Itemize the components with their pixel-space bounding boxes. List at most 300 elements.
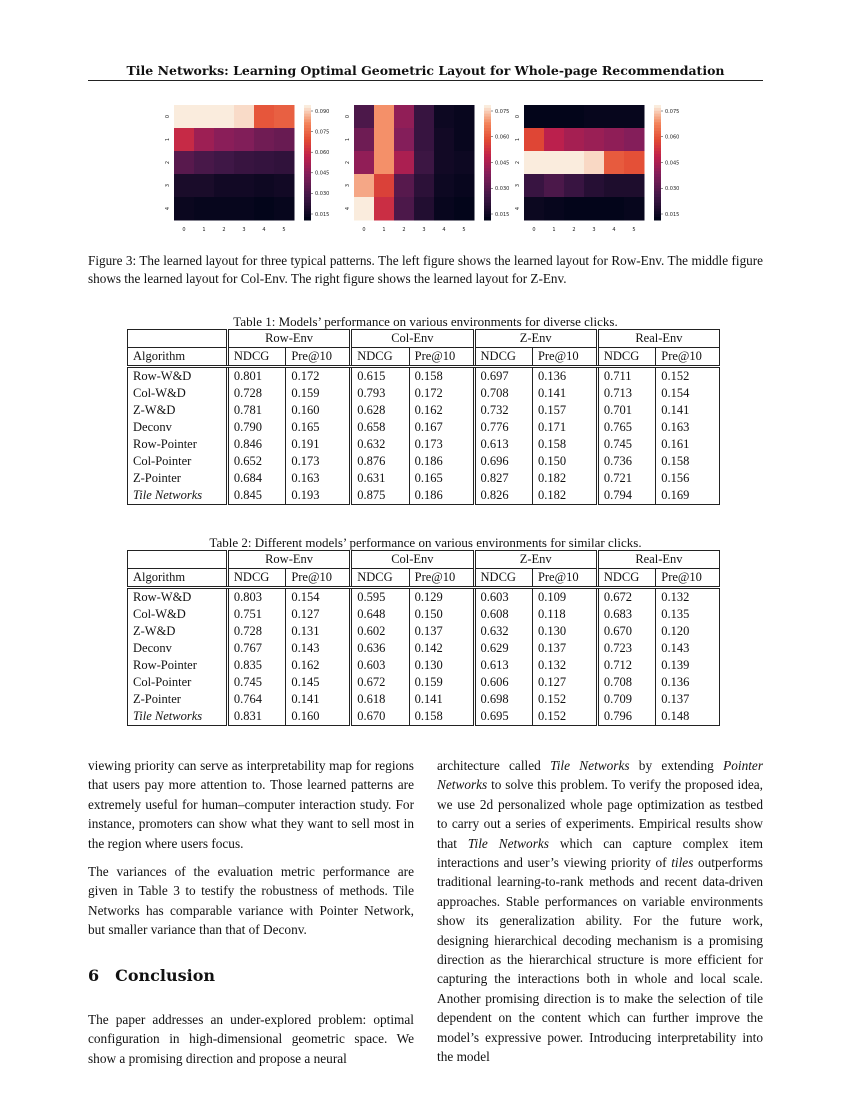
x-tick-label: 0: [182, 227, 186, 233]
colorbar-segment: [484, 177, 491, 180]
value-cell: 0.875: [351, 487, 409, 505]
value-cell: 0.697: [474, 367, 532, 386]
y-tick-label: 2: [345, 160, 351, 165]
colorbar-segment: [484, 122, 491, 125]
colorbar-segment: [654, 200, 661, 203]
colorbar-segment: [484, 203, 491, 206]
heatmap-cell: [214, 174, 235, 198]
value-cell: 0.130: [532, 623, 597, 640]
colorbar-segment: [304, 177, 311, 180]
heatmap-cell: [174, 174, 195, 198]
colorbar-segment: [484, 154, 491, 157]
heatmap-cell: [394, 174, 415, 198]
colorbar-segment: [654, 217, 661, 220]
heatmap-cell: [434, 174, 455, 198]
colorbar-segment: [654, 140, 661, 143]
heatmap-cell: [234, 174, 255, 198]
colorbar-segment: [304, 148, 311, 151]
colorbar-segment: [654, 165, 661, 168]
colorbar-segment: [654, 137, 661, 140]
value-cell: 0.118: [532, 606, 597, 623]
colorbar-segment: [484, 108, 491, 111]
colorbar-segment: [654, 105, 661, 108]
colorbar-segment: [654, 180, 661, 183]
value-cell: 0.613: [474, 436, 532, 453]
value-cell: 0.136: [532, 367, 597, 386]
value-cell: 0.696: [474, 453, 532, 470]
algorithm-cell: Z-W&D: [128, 402, 228, 419]
colorbar-segment: [654, 160, 661, 163]
colorbar-segment: [654, 134, 661, 137]
colorbar-tick-label: 0.090: [315, 108, 330, 115]
heatmap-cell: [374, 105, 395, 129]
colorbar-segment: [304, 134, 311, 137]
paragraph-conclusion: The paper addresses an under-explored problem: optimal configuration in high-dimensional geometric space. We show a promising direction and propose a neural: [88, 1012, 414, 1066]
heatmap-cell: [194, 105, 215, 129]
colorbar-segment: [484, 114, 491, 117]
colorbar-segment: [304, 194, 311, 197]
value-cell: 0.169: [656, 487, 720, 505]
colorbar-tick-label: 0.030: [665, 186, 680, 193]
heatmap-cell: [604, 197, 625, 221]
env-header: Real-Env: [597, 330, 719, 348]
heatmap-cell: [604, 174, 625, 198]
env-header: Row-Env: [227, 551, 350, 569]
heatmap-cell: [524, 151, 545, 175]
colorbar-segment: [304, 105, 311, 108]
metric-header: NDCG: [474, 348, 532, 367]
colorbar-segment: [484, 151, 491, 154]
table-row: [128, 640, 720, 657]
colorbar-segment: [304, 128, 311, 131]
value-cell: 0.161: [656, 436, 720, 453]
colorbar-segment: [654, 145, 661, 148]
colorbar-segment: [484, 140, 491, 143]
heatmap-cell: [254, 174, 275, 198]
colorbar-segment: [304, 171, 311, 174]
metric-header: NDCG: [351, 348, 409, 367]
value-cell: 0.648: [351, 606, 409, 623]
value-cell: 0.182: [532, 487, 597, 505]
heatmap-cell: [524, 197, 545, 221]
colorbar-segment: [304, 209, 311, 212]
heatmap-cell: [564, 128, 585, 152]
colorbar-segment: [484, 117, 491, 120]
heatmap-cell: [434, 128, 455, 152]
table-row: [128, 385, 720, 402]
value-cell: 0.708: [474, 385, 532, 402]
env-header: Row-Env: [227, 330, 350, 348]
value-cell: 0.150: [532, 453, 597, 470]
value-cell: 0.109: [532, 588, 597, 607]
heatmap-cell: [254, 128, 275, 152]
heatmap-cell: [214, 128, 235, 152]
heatmap-cell: [394, 128, 415, 152]
x-tick-label: 3: [242, 227, 246, 233]
colorbar-segment: [654, 111, 661, 114]
value-cell: 0.615: [351, 367, 409, 386]
colorbar-segment: [484, 174, 491, 177]
colorbar-segment: [484, 194, 491, 197]
metric-header: Pre@10: [409, 569, 474, 588]
value-cell: 0.142: [409, 640, 474, 657]
algorithm-cell: Z-W&D: [128, 623, 228, 640]
heatmap-cell: [584, 197, 605, 221]
figure-caption: Figure 3: The learned layout for three typical patterns. The left figure shows the learned layout for Row-Env. The middle figure shows the learned layout for Col-Env. The right figure shows the learned layout for Z-Env.: [88, 253, 763, 286]
colorbar-segment: [304, 142, 311, 145]
value-cell: 0.835: [227, 657, 285, 674]
colorbar-segment: [484, 188, 491, 191]
value-cell: 0.670: [597, 623, 655, 640]
heatmap-cell: [174, 197, 195, 221]
colorbar-segment: [304, 137, 311, 140]
value-cell: 0.781: [227, 402, 285, 419]
colorbar-segment: [304, 206, 311, 209]
colorbar-segment: [304, 191, 311, 194]
paragraph-interpretability: viewing priority can serve as interpretability map for regions that users pay more attention to. Those learned patterns are extremely useful for human–computer interaction study. For instance, promoters can show what they want to sell most in the region where users focus.: [88, 758, 414, 851]
corner-cell: [128, 330, 228, 348]
colorbar-segment: [304, 165, 311, 168]
value-cell: 0.127: [286, 606, 351, 623]
colorbar-segment: [304, 145, 311, 148]
colorbar-segment: [304, 174, 311, 177]
value-cell: 0.709: [597, 691, 655, 708]
section-number: 6: [88, 965, 100, 985]
colorbar-segment: [484, 211, 491, 214]
value-cell: 0.732: [474, 402, 532, 419]
heatmap-cell: [374, 174, 395, 198]
env-header: Z-Env: [474, 330, 597, 348]
algorithm-cell: Tile Networks: [128, 487, 228, 505]
metric-header: NDCG: [597, 569, 655, 588]
value-cell: 0.160: [286, 402, 351, 419]
value-cell: 0.632: [474, 623, 532, 640]
value-cell: 0.876: [351, 453, 409, 470]
value-cell: 0.157: [532, 402, 597, 419]
heatmap-cell: [274, 197, 295, 221]
colorbar-segment: [654, 119, 661, 122]
metric-header: NDCG: [227, 348, 285, 367]
heatmap-col-env-svg: [340, 100, 530, 245]
value-cell: 0.141: [532, 385, 597, 402]
table-row: [128, 453, 720, 470]
table-row: [128, 708, 720, 726]
value-cell: 0.608: [474, 606, 532, 623]
metric-header: Pre@10: [656, 569, 720, 588]
value-cell: 0.154: [656, 385, 720, 402]
table-row: [128, 470, 720, 487]
value-cell: 0.193: [286, 487, 351, 505]
colorbar-segment: [304, 140, 311, 143]
colorbar-segment: [654, 211, 661, 214]
table-row: [128, 487, 720, 505]
heatmap-cell: [214, 105, 235, 129]
value-cell: 0.152: [532, 691, 597, 708]
colorbar-segment: [304, 131, 311, 134]
heatmap-cell: [354, 197, 375, 221]
heatmap-cell: [174, 151, 195, 175]
colorbar-segment: [654, 206, 661, 209]
heatmap-cell: [434, 151, 455, 175]
heatmap-cell: [234, 128, 255, 152]
value-cell: 0.603: [351, 657, 409, 674]
value-cell: 0.636: [351, 640, 409, 657]
colorbar-segment: [484, 128, 491, 131]
colorbar-tick-label: 0.060: [495, 134, 510, 141]
value-cell: 0.831: [227, 708, 285, 726]
value-cell: 0.159: [286, 385, 351, 402]
colorbar-tick-label: 0.045: [315, 170, 330, 177]
header-rule: [88, 80, 763, 81]
left-column: [88, 756, 414, 1077]
heatmap-cell: [234, 105, 255, 129]
colorbar-tick-label: 0.030: [495, 186, 510, 193]
value-cell: 0.160: [286, 708, 351, 726]
value-cell: 0.130: [409, 657, 474, 674]
x-tick-label: 5: [632, 227, 636, 233]
x-tick-label: 1: [382, 227, 386, 233]
env-header: Col-Env: [351, 330, 474, 348]
x-tick-label: 4: [442, 227, 446, 233]
colorbar-segment: [304, 157, 311, 160]
colorbar-segment: [654, 122, 661, 125]
value-cell: 0.143: [286, 640, 351, 657]
algorithm-cell: Row-Pointer: [128, 657, 228, 674]
value-cell: 0.801: [227, 367, 285, 386]
value-cell: 0.135: [656, 606, 720, 623]
value-cell: 0.158: [409, 708, 474, 726]
colorbar-tick-label: 0.015: [495, 211, 510, 218]
heatmap-cell: [354, 151, 375, 175]
heatmap-cell: [174, 128, 195, 152]
heatmap-cell: [194, 197, 215, 221]
heatmap-cell: [544, 151, 565, 175]
colorbar-segment: [654, 151, 661, 154]
colorbar-tick-label: 0.045: [665, 160, 680, 167]
colorbar-segment: [654, 128, 661, 131]
colorbar-segment: [484, 137, 491, 140]
value-cell: 0.173: [286, 453, 351, 470]
algorithm-cell: Col-Pointer: [128, 453, 228, 470]
colorbar-segment: [654, 177, 661, 180]
colorbar-segment: [304, 211, 311, 214]
value-cell: 0.698: [474, 691, 532, 708]
value-cell: 0.846: [227, 436, 285, 453]
heatmap-cell: [214, 151, 235, 175]
heatmap-cell: [584, 105, 605, 129]
colorbar-segment: [654, 191, 661, 194]
colorbar-segment: [484, 134, 491, 137]
table-row: [128, 657, 720, 674]
algorithm-cell: Row-W&D: [128, 367, 228, 386]
heatmap-cell: [274, 105, 295, 129]
value-cell: 0.172: [286, 367, 351, 386]
value-cell: 0.137: [656, 691, 720, 708]
heatmap-row-env-svg: [160, 100, 350, 245]
heatmap-cell: [434, 105, 455, 129]
env-header: Z-Env: [474, 551, 597, 569]
value-cell: 0.790: [227, 419, 285, 436]
right-column: [437, 756, 763, 1076]
colorbar-segment: [304, 114, 311, 117]
metric-header: Pre@10: [409, 348, 474, 367]
value-cell: 0.186: [409, 453, 474, 470]
table-row: [128, 402, 720, 419]
x-tick-label: 1: [552, 227, 556, 233]
algorithm-cell: Col-W&D: [128, 606, 228, 623]
value-cell: 0.603: [474, 588, 532, 607]
value-cell: 0.736: [597, 453, 655, 470]
value-cell: 0.728: [227, 385, 285, 402]
heatmap-cell: [274, 151, 295, 175]
heatmap-cell: [414, 151, 435, 175]
colorbar-segment: [654, 171, 661, 174]
value-cell: 0.745: [597, 436, 655, 453]
heatmap-cell: [544, 128, 565, 152]
metric-header: Pre@10: [532, 569, 597, 588]
value-cell: 0.684: [227, 470, 285, 487]
colorbar-tick-label: 0.075: [315, 129, 330, 136]
value-cell: 0.658: [351, 419, 409, 436]
heatmap-cell: [454, 151, 475, 175]
x-tick-label: 5: [462, 227, 466, 233]
value-cell: 0.127: [532, 674, 597, 691]
colorbar-segment: [484, 105, 491, 108]
colorbar-segment: [654, 108, 661, 111]
heatmap-cell: [564, 105, 585, 129]
heatmap-cell: [544, 197, 565, 221]
value-cell: 0.137: [409, 623, 474, 640]
value-cell: 0.137: [532, 640, 597, 657]
value-cell: 0.136: [656, 674, 720, 691]
table-row: [128, 588, 720, 607]
y-tick-label: 1: [165, 137, 171, 142]
heatmap-cell: [194, 151, 215, 175]
algorithm-cell: Z-Pointer: [128, 691, 228, 708]
colorbar-segment: [654, 142, 661, 145]
colorbar-segment: [304, 117, 311, 120]
colorbar-segment: [654, 188, 661, 191]
colorbar-segment: [304, 183, 311, 186]
value-cell: 0.191: [286, 436, 351, 453]
value-cell: 0.803: [227, 588, 285, 607]
table-row: [128, 419, 720, 436]
heatmap-cell: [374, 151, 395, 175]
y-tick-label: 1: [345, 137, 351, 142]
value-cell: 0.152: [532, 708, 597, 726]
paragraph-variances: The variances of the evaluation metric performance are given in Table 3 to testify the robustness of methods. Tile Networks has comparable variance with Pointer Network, but smaller variance than that of Deconv.: [88, 864, 414, 938]
heatmap-cell: [604, 128, 625, 152]
metric-header: NDCG: [474, 569, 532, 588]
colorbar-segment: [304, 122, 311, 125]
colorbar-tick-label: 0.060: [665, 134, 680, 141]
table1-caption: Table 1: Models’ performance on various environments for diverse clicks.: [233, 314, 618, 329]
colorbar-segment: [654, 125, 661, 128]
running-head: Tile Networks: Learning Optimal Geometric Layout for Whole-page Recommendation: [126, 63, 725, 78]
colorbar-segment: [484, 217, 491, 220]
env-header: Real-Env: [597, 551, 719, 569]
value-cell: 0.163: [656, 419, 720, 436]
table-row: [128, 674, 720, 691]
colorbar-segment: [484, 157, 491, 160]
colorbar-segment: [484, 145, 491, 148]
algorithm-cell: Z-Pointer: [128, 470, 228, 487]
x-tick-label: 3: [422, 227, 426, 233]
x-tick-label: 2: [572, 227, 576, 233]
value-cell: 0.158: [532, 436, 597, 453]
algorithm-cell: Row-Pointer: [128, 436, 228, 453]
value-cell: 0.652: [227, 453, 285, 470]
heatmap-cell: [254, 105, 275, 129]
y-tick-label: 0: [515, 114, 521, 119]
heatmap-cell: [544, 174, 565, 198]
value-cell: 0.186: [409, 487, 474, 505]
algorithm-header: Algorithm: [128, 569, 228, 588]
value-cell: 0.711: [597, 367, 655, 386]
colorbar-tick-label: 0.015: [315, 211, 330, 218]
heatmap-cell: [564, 197, 585, 221]
value-cell: 0.618: [351, 691, 409, 708]
colorbar-segment: [304, 108, 311, 111]
heatmap-cell: [544, 105, 565, 129]
colorbar-segment: [654, 117, 661, 120]
heatmap-cell: [174, 105, 195, 129]
heatmap-cell: [624, 174, 645, 198]
heatmap-cell: [414, 197, 435, 221]
colorbar-segment: [484, 142, 491, 145]
heatmap-cell: [394, 197, 415, 221]
heatmap-cell: [564, 151, 585, 175]
colorbar-tick-label: 0.045: [495, 160, 510, 167]
value-cell: 0.631: [351, 470, 409, 487]
colorbar-segment: [484, 186, 491, 189]
heatmap-cell: [194, 174, 215, 198]
colorbar-segment: [484, 119, 491, 122]
value-cell: 0.695: [474, 708, 532, 726]
value-cell: 0.606: [474, 674, 532, 691]
colorbar-segment: [484, 160, 491, 163]
value-cell: 0.145: [286, 674, 351, 691]
heatmap-cell: [604, 151, 625, 175]
value-cell: 0.171: [532, 419, 597, 436]
value-cell: 0.701: [597, 402, 655, 419]
metric-header: Pre@10: [532, 348, 597, 367]
colorbar-segment: [484, 183, 491, 186]
value-cell: 0.632: [351, 436, 409, 453]
value-cell: 0.713: [597, 385, 655, 402]
value-cell: 0.162: [286, 657, 351, 674]
colorbar-segment: [654, 197, 661, 200]
value-cell: 0.167: [409, 419, 474, 436]
y-tick-label: 3: [515, 183, 521, 188]
value-cell: 0.728: [227, 623, 285, 640]
heatmap-cell: [374, 128, 395, 152]
heatmap-cell: [434, 197, 455, 221]
y-tick-label: 2: [165, 160, 171, 165]
metric-header: Pre@10: [286, 348, 351, 367]
y-tick-label: 3: [345, 183, 351, 188]
value-cell: 0.132: [532, 657, 597, 674]
colorbar-segment: [484, 209, 491, 212]
colorbar-segment: [484, 148, 491, 151]
heatmap-cell: [454, 128, 475, 152]
value-cell: 0.165: [286, 419, 351, 436]
algorithm-cell: Col-Pointer: [128, 674, 228, 691]
metric-header: NDCG: [351, 569, 409, 588]
heatmap-cell: [624, 197, 645, 221]
value-cell: 0.159: [409, 674, 474, 691]
colorbar-tick-label: 0.075: [665, 108, 680, 115]
